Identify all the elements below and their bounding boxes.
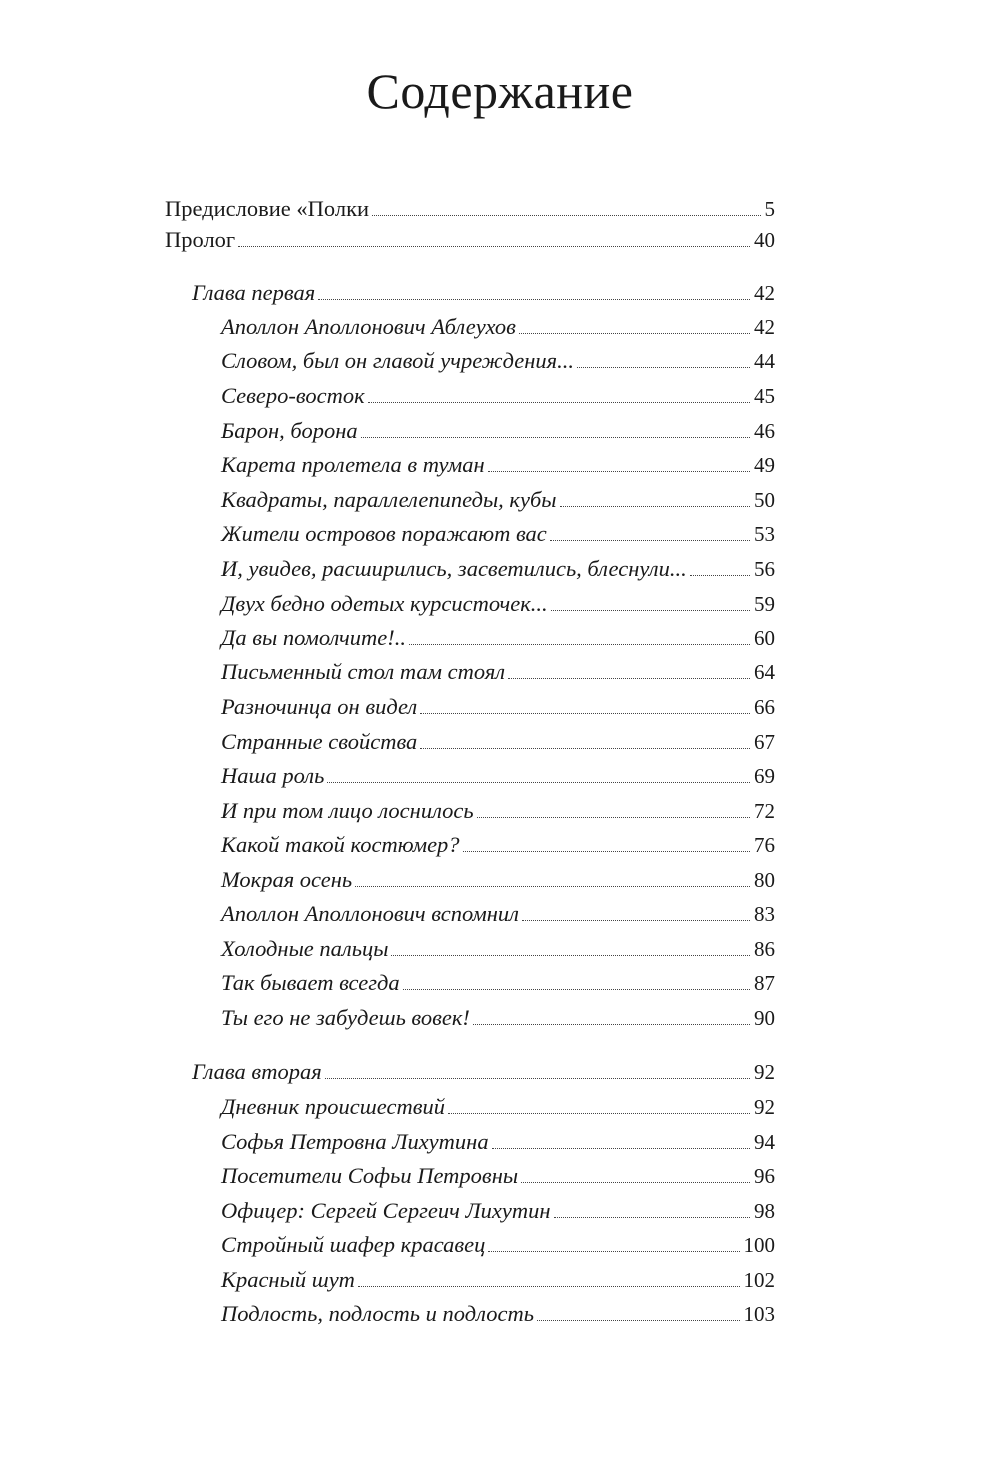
dot-leader xyxy=(551,609,750,611)
toc-section[interactable] xyxy=(221,830,775,860)
dot-leader xyxy=(463,850,750,852)
dot-leader xyxy=(554,1216,750,1218)
dot-leader xyxy=(521,1181,750,1183)
toc-section-page: 96 xyxy=(754,1164,775,1188)
toc-chapter-label: Глава первая xyxy=(192,280,316,305)
toc-section-page: 90 xyxy=(754,1006,775,1030)
dot-leader xyxy=(409,643,750,645)
toc-section-label: Мокрая осень xyxy=(221,867,353,892)
toc-section-label: Посетители Софьи Петровны xyxy=(221,1163,519,1188)
toc-section[interactable] xyxy=(221,1265,775,1295)
toc-section[interactable] xyxy=(221,1092,775,1122)
toc-section[interactable] xyxy=(221,1161,775,1191)
toc-section-label: Письменный стол там стоял xyxy=(221,659,506,684)
toc-section[interactable] xyxy=(221,416,775,446)
toc-section-label: Какой такой костюмер? xyxy=(221,832,460,857)
dot-leader xyxy=(318,298,750,300)
toc-section[interactable] xyxy=(221,761,775,791)
toc-section[interactable] xyxy=(221,381,775,411)
toc-section-label: Подлость, подлость и подлость xyxy=(221,1301,534,1326)
toc-section-page: 59 xyxy=(754,592,775,616)
toc-section-page: 64 xyxy=(754,660,775,684)
toc-section[interactable] xyxy=(221,865,775,895)
toc-section-label: Барон, борона xyxy=(221,418,358,443)
toc-section-page: 42 xyxy=(754,315,775,339)
toc-section-label: Ты его не забудешь вовек! xyxy=(221,1005,470,1030)
toc-section-label: Разночинца он видел xyxy=(221,694,418,719)
dot-leader xyxy=(448,1112,750,1114)
toc-section-page: 44 xyxy=(754,349,775,373)
toc-chapter-1[interactable] xyxy=(192,278,775,308)
dot-leader xyxy=(508,677,750,679)
toc-section-page: 102 xyxy=(743,1268,775,1292)
dot-leader xyxy=(522,919,750,921)
toc-section[interactable] xyxy=(221,485,775,515)
toc-section[interactable] xyxy=(221,1299,775,1329)
toc-section[interactable] xyxy=(221,899,775,929)
dot-leader xyxy=(420,712,750,714)
toc-chapter-2[interactable] xyxy=(192,1057,775,1087)
toc-section-label: Словом, был он главой учреждения... xyxy=(221,348,574,373)
toc-section-label: Дневник происшествий xyxy=(221,1094,445,1119)
toc-chapter-page: 92 xyxy=(754,1060,775,1084)
toc-section-page: 60 xyxy=(754,626,775,650)
toc-section-page: 53 xyxy=(754,522,775,546)
toc-section[interactable] xyxy=(221,554,775,584)
toc-section[interactable] xyxy=(221,589,775,619)
toc-section-label: Двух бедно одетых курсисточек... xyxy=(221,591,548,616)
toc-section-page: 94 xyxy=(754,1130,775,1154)
toc-section-page: 86 xyxy=(754,937,775,961)
dot-leader xyxy=(488,470,750,472)
toc-chapter-page: 42 xyxy=(754,281,775,305)
dot-leader xyxy=(519,332,750,334)
dot-leader xyxy=(358,1285,740,1287)
dot-leader xyxy=(577,366,750,368)
dot-leader xyxy=(492,1147,750,1149)
toc-section[interactable] xyxy=(221,1127,775,1157)
toc-section[interactable] xyxy=(221,1230,775,1260)
toc-section-label: Северо-восток xyxy=(221,383,365,408)
toc-entry-label: Пролог xyxy=(165,227,236,252)
dot-leader xyxy=(238,245,750,247)
toc-section-label: Офицер: Сергей Сергеич Лихутин xyxy=(221,1198,551,1223)
dot-leader xyxy=(325,1077,750,1079)
toc-section[interactable] xyxy=(221,519,775,549)
toc-section-label: Квадраты, параллелепипеды, кубы xyxy=(221,487,557,512)
dot-leader xyxy=(368,401,750,403)
toc-section-page: 46 xyxy=(754,419,775,443)
toc-section[interactable] xyxy=(221,623,775,653)
toc-entry-prologue[interactable] xyxy=(165,225,775,255)
toc-entry-label: Предисловие «Полки xyxy=(165,196,370,221)
toc-section-label: Холодные пальцы xyxy=(221,936,389,961)
toc-section-label: Аполлон Аполлонович вспомнил xyxy=(221,901,519,926)
toc-section[interactable] xyxy=(221,934,775,964)
toc-section[interactable] xyxy=(221,657,775,687)
toc-section[interactable] xyxy=(221,968,775,998)
toc-section-page: 87 xyxy=(754,971,775,995)
dot-leader xyxy=(473,1023,750,1025)
toc-section-label: И при том лицо лоснилось xyxy=(221,798,474,823)
toc-entry-page: 5 xyxy=(764,197,775,221)
toc-section[interactable] xyxy=(221,692,775,722)
toc-section-label: Аполлон Аполлонович Аблеухов xyxy=(221,314,516,339)
dot-leader xyxy=(372,214,760,216)
toc-section-page: 69 xyxy=(754,764,775,788)
page-title: Содержание xyxy=(366,63,634,119)
dot-leader xyxy=(361,436,750,438)
dot-leader xyxy=(327,781,750,783)
toc-section[interactable] xyxy=(221,727,775,757)
toc-section-page: 50 xyxy=(754,488,775,512)
toc-section-page: 66 xyxy=(754,695,775,719)
toc-section-page: 100 xyxy=(743,1233,775,1257)
dot-leader xyxy=(355,885,750,887)
dot-leader xyxy=(477,816,750,818)
toc-section-label: Карета пролетела в туман xyxy=(221,452,485,477)
toc-section-page: 72 xyxy=(754,799,775,823)
toc-section-page: 103 xyxy=(743,1302,775,1326)
toc-section-page: 98 xyxy=(754,1199,775,1223)
toc-section-page: 80 xyxy=(754,868,775,892)
toc-section-label: Странные свойства xyxy=(221,729,418,754)
toc-section-page: 67 xyxy=(754,730,775,754)
dot-leader xyxy=(403,988,750,990)
dot-leader xyxy=(488,1250,739,1252)
toc-entry-preface[interactable] xyxy=(165,194,775,224)
dot-leader xyxy=(537,1319,740,1321)
toc-section-page: 49 xyxy=(754,453,775,477)
toc-section[interactable] xyxy=(221,346,775,376)
toc-section[interactable] xyxy=(221,1003,775,1033)
toc-entry-page: 40 xyxy=(754,228,775,252)
toc-section-label: Да вы помолчите!.. xyxy=(221,625,406,650)
toc-section-label: Наша роль xyxy=(221,763,325,788)
toc-section-label: И, увидев, расширились, засветились, блеснули... xyxy=(221,556,687,581)
toc-section[interactable] xyxy=(221,450,775,480)
toc-section-page: 45 xyxy=(754,384,775,408)
toc-section-page: 56 xyxy=(754,557,775,581)
toc-section-label: Красный шут xyxy=(221,1267,355,1292)
toc-section-page: 76 xyxy=(754,833,775,857)
toc-section-page: 83 xyxy=(754,902,775,926)
toc-section-page: 92 xyxy=(754,1095,775,1119)
dot-leader xyxy=(391,954,750,956)
toc-section-label: Жители островов поражают вас xyxy=(221,521,547,546)
toc-section-label: Софья Петровна Лихутина xyxy=(221,1129,489,1154)
toc-section-label: Стройный шафер красавец xyxy=(221,1232,486,1257)
toc-section[interactable] xyxy=(221,312,775,342)
toc-section-label: Так бывает всегда xyxy=(221,970,400,995)
toc-section[interactable] xyxy=(221,1196,775,1226)
toc-section[interactable] xyxy=(221,796,775,826)
dot-leader xyxy=(550,539,750,541)
dot-leader xyxy=(560,505,750,507)
toc-chapter-label: Глава вторая xyxy=(192,1059,322,1084)
dot-leader xyxy=(690,574,750,576)
dot-leader xyxy=(420,747,750,749)
